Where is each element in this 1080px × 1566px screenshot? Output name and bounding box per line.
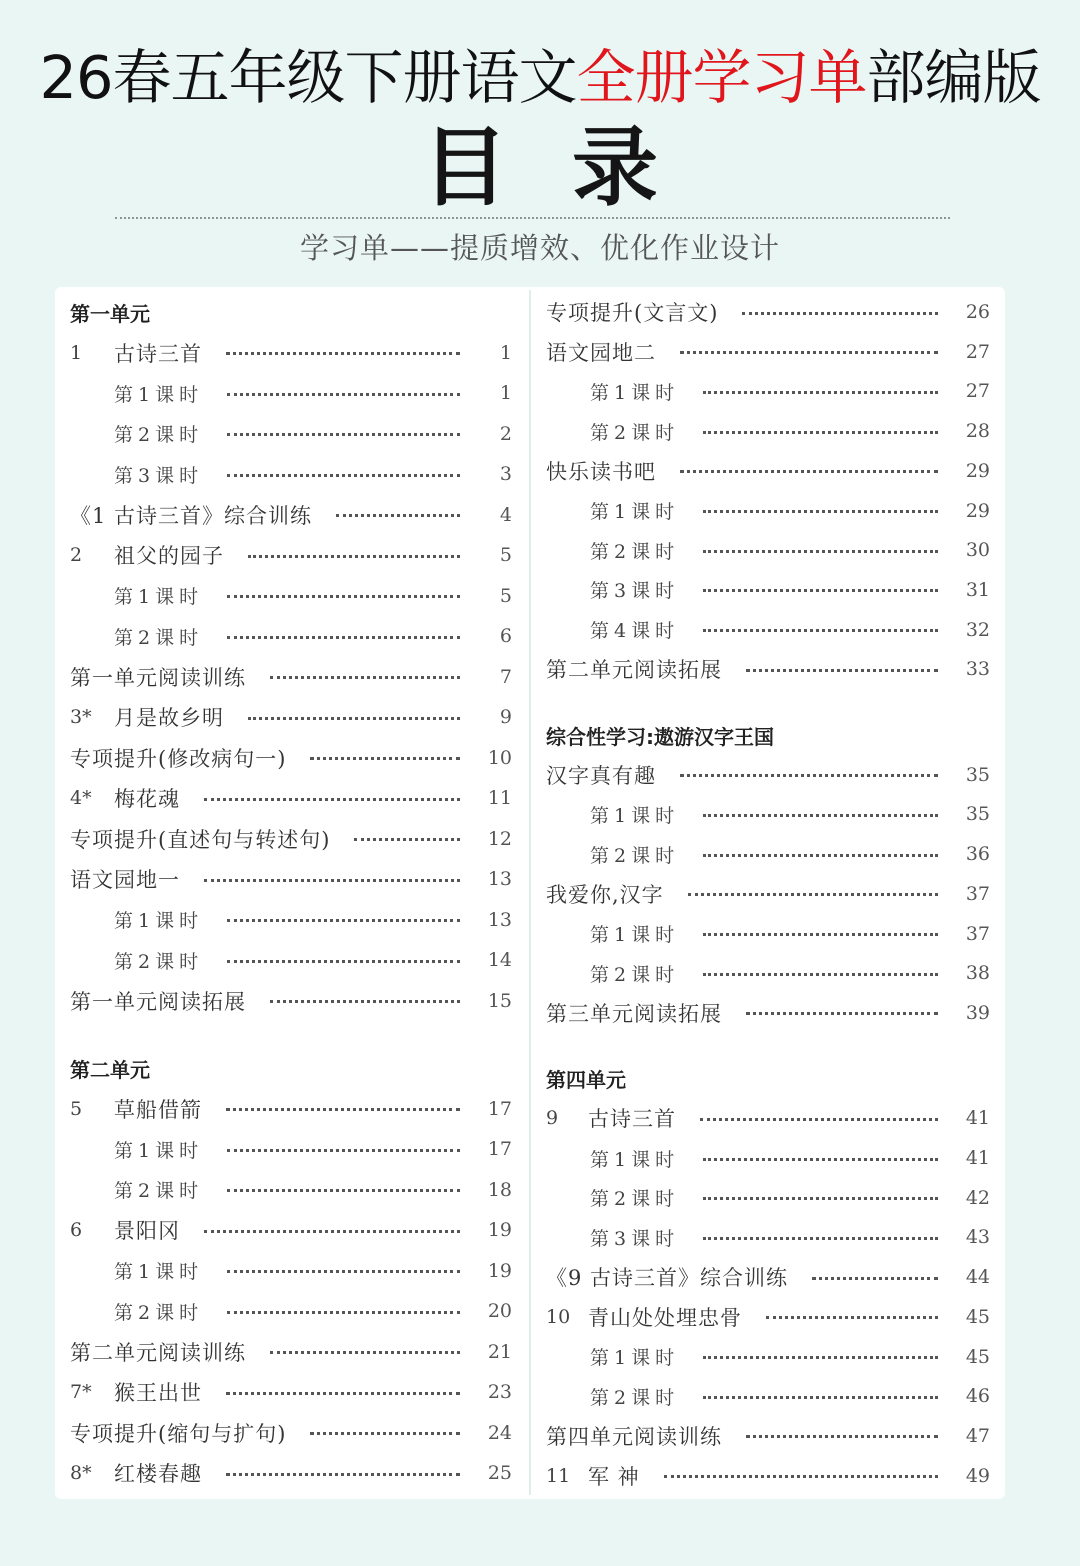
dot-leader <box>227 960 460 963</box>
page-number: 18 <box>487 1178 512 1201</box>
page-number: 10 <box>487 746 512 769</box>
toc-entry <box>546 993 990 1033</box>
entry-title: 青山处处埋忠骨 <box>588 1305 742 1330</box>
dot-leader <box>703 854 938 857</box>
lesson-number: 10 <box>546 1305 571 1328</box>
page-number: 19 <box>487 1259 512 1282</box>
entry-title: 专项提升(修改病句一) <box>70 746 287 771</box>
page-number: 1 <box>499 382 512 404</box>
toc-entry <box>70 819 512 859</box>
dot-leader <box>703 510 938 513</box>
toc-subentry <box>590 914 990 954</box>
dot-leader <box>227 636 460 639</box>
entry-title: 景阳冈 <box>114 1219 180 1243</box>
page-number: 49 <box>965 1464 990 1487</box>
toc-subentry <box>114 454 512 494</box>
dot-leader <box>703 814 938 817</box>
lesson-number: 9 <box>546 1107 559 1130</box>
entry-title: 汉字真有趣 <box>546 763 656 788</box>
toc-subentry <box>590 1138 990 1178</box>
page-number: 21 <box>487 1340 512 1363</box>
toc-entry <box>546 332 990 372</box>
toc-entry <box>546 292 990 332</box>
divider <box>115 217 950 219</box>
toc-subentry <box>114 576 512 616</box>
entry-title: 第2课时 <box>114 950 204 973</box>
toc-entry <box>546 1257 990 1297</box>
dot-leader <box>746 669 938 672</box>
dot-leader <box>703 1356 938 1359</box>
page-number: 24 <box>487 1421 512 1444</box>
page-number: 32 <box>965 618 990 641</box>
page-number: 47 <box>965 1424 990 1447</box>
dot-leader <box>270 676 460 679</box>
toc-subentry <box>590 1337 990 1377</box>
dot-leader <box>227 393 460 396</box>
dot-leader <box>746 1012 938 1015</box>
dot-leader <box>227 474 460 477</box>
toc-subentry <box>114 373 512 413</box>
toc-subentry <box>114 616 512 656</box>
dot-leader <box>703 431 938 434</box>
entry-title: 古诗三首 <box>588 1107 676 1132</box>
toc-entry <box>70 657 512 697</box>
toc-entry <box>70 697 512 737</box>
lesson-number: 1 <box>70 341 83 364</box>
dot-leader <box>664 1475 938 1478</box>
dot-leader <box>204 798 460 801</box>
banner-prefix: 26春五年级下册语文 <box>39 43 577 112</box>
entry-title: 第2课时 <box>590 421 680 444</box>
entry-title: 第四单元阅读训练 <box>546 1424 722 1449</box>
dot-leader <box>270 1000 460 1003</box>
page-number: 41 <box>965 1147 990 1169</box>
entry-title: 语文园地二 <box>546 340 656 365</box>
page-number: 39 <box>965 1001 990 1024</box>
dot-leader <box>227 1311 460 1314</box>
toc-entry <box>70 495 512 535</box>
entry-title: 红楼春趣 <box>114 1462 202 1486</box>
page-number: 29 <box>965 459 990 482</box>
entry-title: 第4课时 <box>590 620 680 643</box>
dot-leader <box>248 555 460 558</box>
page-number: 5 <box>499 544 512 566</box>
dot-leader <box>680 351 938 354</box>
toc-subentry <box>590 1376 990 1416</box>
dot-leader <box>204 879 460 882</box>
page-number: 9 <box>499 706 512 728</box>
dot-leader <box>227 595 460 598</box>
entry-title: 快乐读书吧 <box>546 459 656 484</box>
page-number: 14 <box>487 949 512 971</box>
column-divider <box>529 290 531 1495</box>
entry-title: 我爱你,汉字 <box>546 882 664 907</box>
toc-subentry <box>590 491 990 531</box>
toc-subentry <box>590 610 990 650</box>
page-number: 13 <box>487 868 512 890</box>
entry-title: 第1课时 <box>114 910 204 932</box>
page-number: 35 <box>965 803 990 826</box>
page-number: 37 <box>965 922 990 945</box>
page-number: 26 <box>965 301 990 323</box>
toc-entry <box>546 1297 990 1337</box>
dot-leader <box>703 550 938 553</box>
dot-leader <box>336 514 460 517</box>
dot-leader <box>700 1118 938 1121</box>
page-number: 31 <box>965 578 990 601</box>
entry-title: 第1课时 <box>114 1139 204 1162</box>
page-number: 3 <box>499 463 512 485</box>
toc-entry <box>546 451 990 491</box>
entry-title: 第2课时 <box>114 424 204 446</box>
banner-highlight: 全册学习单 <box>576 43 867 112</box>
entry-title: 第2课时 <box>590 540 680 563</box>
page-number: 42 <box>965 1186 990 1209</box>
toc-subentry <box>114 900 512 940</box>
dot-leader <box>310 1432 460 1435</box>
toc-subentry <box>114 414 512 454</box>
toc-subentry <box>590 411 990 451</box>
toc-subentry <box>590 530 990 570</box>
toc-subentry <box>114 1291 512 1331</box>
dot-leader <box>680 774 938 777</box>
entry-title: 第3课时 <box>590 1227 680 1250</box>
entry-title: 第1课时 <box>590 924 680 946</box>
lesson-number: 11 <box>546 1464 571 1487</box>
lesson-number: 4* <box>70 787 92 809</box>
toc-subentry <box>114 1251 512 1291</box>
entry-title: 第1课时 <box>590 804 680 827</box>
lesson-number: 6 <box>70 1219 83 1241</box>
page-number: 36 <box>965 843 990 866</box>
toc-entry <box>70 778 512 818</box>
toc-subentry <box>590 1178 990 1218</box>
entry-title: 月是故乡明 <box>114 706 224 730</box>
dot-leader <box>227 1149 460 1152</box>
page-number: 27 <box>965 380 990 403</box>
entry-title: 第1课时 <box>114 1261 204 1283</box>
toc-entry <box>546 755 990 795</box>
page-number: 15 <box>487 989 512 1012</box>
entry-title: 祖父的园子 <box>114 544 224 568</box>
subtitle: 学习单——提质增效、优化作业设计 <box>299 231 780 265</box>
dot-leader <box>703 1237 938 1240</box>
toc-entry <box>70 1332 512 1372</box>
page-number: 6 <box>499 625 512 647</box>
entry-title: 第三单元阅读拓展 <box>546 1001 722 1026</box>
page-number: 5 <box>499 584 512 607</box>
page-number: 38 <box>965 962 990 985</box>
page-number: 41 <box>965 1107 990 1130</box>
entry-title: 第2课时 <box>590 1386 680 1409</box>
entry-title: 第一单元阅读拓展 <box>70 989 246 1014</box>
lesson-number: 2 <box>70 544 83 566</box>
page-number: 17 <box>487 1097 512 1120</box>
dot-leader <box>812 1277 938 1280</box>
entry-title: 第1课时 <box>590 381 680 404</box>
toc-entry <box>70 859 512 899</box>
entry-title: 第2课时 <box>114 1301 204 1324</box>
toc-subentry <box>590 794 990 834</box>
dot-leader <box>248 717 460 720</box>
entry-title: 第2课时 <box>114 1180 204 1202</box>
toc-subentry <box>590 570 990 610</box>
page-number: 46 <box>965 1385 990 1408</box>
toc-entry <box>546 874 990 914</box>
dot-leader <box>270 1351 460 1354</box>
dot-leader <box>703 391 938 394</box>
entry-title: 猴王出世 <box>114 1381 202 1405</box>
toc-entry <box>70 1210 512 1250</box>
dot-leader <box>226 1392 460 1395</box>
entry-title: 第2课时 <box>590 1188 680 1211</box>
page-number: 20 <box>487 1300 512 1322</box>
toc-entry <box>70 333 512 373</box>
entry-title: 梅花魂 <box>114 787 180 811</box>
entry-title: 第1课时 <box>114 586 204 608</box>
dot-leader <box>746 1435 938 1438</box>
entry-title: 专项提升(文言文) <box>546 301 719 325</box>
page-number: 12 <box>487 827 512 850</box>
dot-leader <box>688 893 938 896</box>
entry-title: 第2课时 <box>590 963 680 986</box>
dot-leader <box>227 433 460 436</box>
entry-title: 第2课时 <box>114 626 204 649</box>
entry-title: 专项提升(缩句与扩句) <box>70 1421 287 1446</box>
entry-title: 第二单元阅读拓展 <box>546 658 722 683</box>
toc-entry <box>546 1098 990 1138</box>
toc-entry <box>70 738 512 778</box>
dot-leader <box>680 470 938 473</box>
toc-entry <box>70 535 512 575</box>
section-heading: 综合性学习:遨游汉字王国 <box>546 724 774 749</box>
entry-title: 《1 古诗三首》综合训练 <box>70 503 313 528</box>
entry-title: 第二单元阅读训练 <box>70 1340 246 1365</box>
entry-title: 第1课时 <box>590 501 680 523</box>
toc-entry <box>70 1089 512 1129</box>
dot-leader <box>703 1197 938 1200</box>
lesson-number: 7* <box>70 1381 92 1403</box>
page-number: 17 <box>487 1138 512 1160</box>
lesson-number: 8* <box>70 1462 92 1484</box>
entry-title: 第2课时 <box>590 844 680 867</box>
entry-title: 第1课时 <box>590 1347 680 1369</box>
dot-leader <box>226 1108 460 1111</box>
section-heading: 第二单元 <box>70 1057 150 1082</box>
page-number: 45 <box>965 1305 990 1328</box>
lesson-number: 3* <box>70 706 92 728</box>
page-number: 1 <box>499 341 512 364</box>
entry-title: 第3课时 <box>114 464 204 487</box>
page-number: 19 <box>487 1219 512 1241</box>
dot-leader <box>227 919 460 922</box>
dot-leader <box>703 629 938 632</box>
entry-title: 第1课时 <box>114 383 204 406</box>
page-number: 25 <box>487 1462 512 1484</box>
banner-suffix: 部编版 <box>866 43 1041 112</box>
section-heading: 第一单元 <box>70 301 150 326</box>
entry-title: 第3课时 <box>590 580 680 603</box>
dot-leader <box>227 1270 460 1273</box>
entry-title: 《9 古诗三首》综合训练 <box>546 1266 789 1291</box>
toc-subentry <box>590 834 990 874</box>
dot-leader <box>204 1230 460 1233</box>
page-number: 30 <box>965 539 990 562</box>
entry-title: 草船借箭 <box>114 1097 202 1122</box>
page-number: 4 <box>499 503 512 526</box>
page-number: 44 <box>965 1266 990 1289</box>
toc-entry <box>546 1416 990 1456</box>
toc-entry <box>70 1413 512 1453</box>
page-number: 33 <box>965 658 990 681</box>
page-number: 7 <box>499 665 512 688</box>
page-number: 37 <box>965 882 990 905</box>
dot-leader <box>703 933 938 936</box>
page-number: 27 <box>965 340 990 363</box>
title-char-2: 录 <box>572 117 658 218</box>
title-char-1: 目 <box>422 117 508 218</box>
page-number: 13 <box>487 908 512 931</box>
page-number: 29 <box>965 499 990 522</box>
dot-leader <box>703 973 938 976</box>
section-heading: 第四单元 <box>546 1068 626 1093</box>
entry-title: 第1课时 <box>590 1148 680 1171</box>
page-number: 23 <box>487 1381 512 1403</box>
page-number: 2 <box>499 422 512 445</box>
toc-entry <box>70 1372 512 1412</box>
toc-subentry <box>590 1217 990 1257</box>
page-number: 45 <box>965 1345 990 1368</box>
toc-subentry <box>114 940 512 980</box>
toc-entry <box>70 981 512 1021</box>
toc-entry <box>70 1453 512 1493</box>
dot-leader <box>742 312 938 315</box>
entry-title: 语文园地一 <box>70 868 180 892</box>
toc-subentry <box>590 371 990 411</box>
dot-leader <box>703 1158 938 1161</box>
page-title <box>0 118 1080 218</box>
toc-entry <box>546 649 990 689</box>
lesson-number: 5 <box>70 1097 83 1120</box>
page-number: 43 <box>965 1226 990 1249</box>
dot-leader <box>766 1316 938 1319</box>
page-number: 35 <box>965 763 990 786</box>
banner-title <box>0 42 1080 114</box>
dot-leader <box>226 1473 460 1476</box>
dot-leader <box>703 1396 938 1399</box>
dot-leader <box>226 352 460 355</box>
toc-subentry <box>114 1129 512 1169</box>
page-number: 11 <box>487 787 512 809</box>
entry-title: 专项提升(直述句与转述句) <box>70 827 331 852</box>
page-number: 28 <box>965 420 990 443</box>
entry-title: 古诗三首 <box>114 341 202 366</box>
dot-leader <box>227 1189 460 1192</box>
entry-title: 军 神 <box>588 1464 640 1489</box>
toc-subentry <box>590 953 990 993</box>
dot-leader <box>354 838 460 841</box>
toc-entry <box>546 1456 990 1496</box>
toc-subentry <box>114 1170 512 1210</box>
dot-leader <box>703 589 938 592</box>
dot-leader <box>310 757 460 760</box>
entry-title: 第一单元阅读训练 <box>70 665 246 690</box>
